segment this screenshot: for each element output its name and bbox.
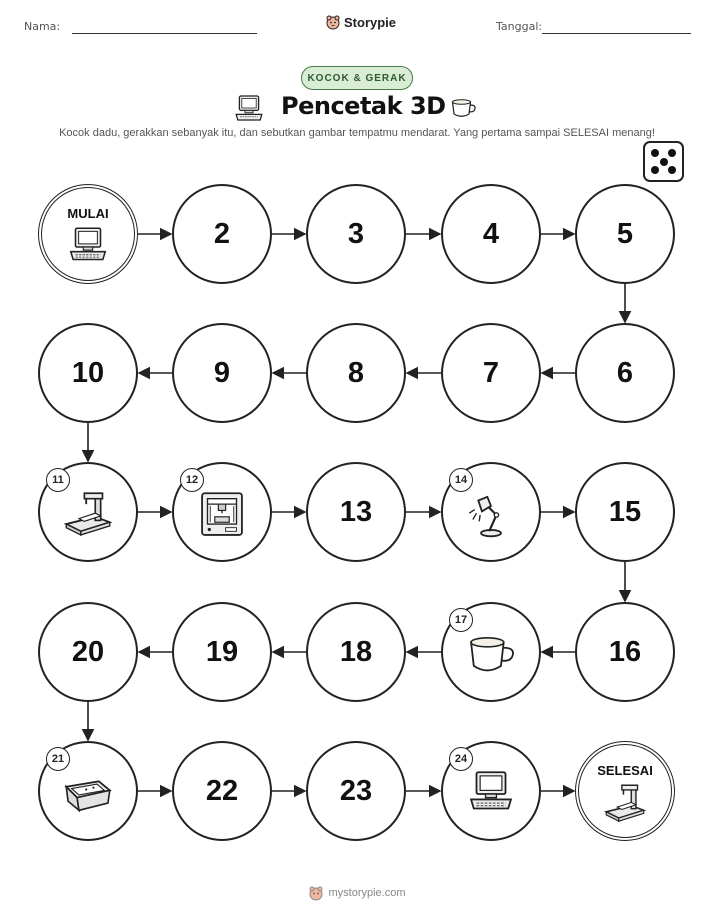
board-space	[441, 462, 541, 562]
game-type-badge: KOCOK & GERAK	[301, 66, 413, 90]
desk-lamp-icon	[462, 486, 520, 544]
board-space	[172, 323, 272, 423]
board-space	[306, 323, 406, 423]
board-space	[441, 323, 541, 423]
space-number: 21	[46, 747, 70, 771]
footer	[0, 885, 714, 901]
brand-name: Storypie	[344, 14, 397, 30]
space-number: 12	[180, 468, 204, 492]
start-space	[38, 184, 138, 284]
space-number: 17	[449, 608, 473, 632]
finish-space	[575, 741, 675, 841]
board-space	[38, 741, 138, 841]
board-space	[172, 602, 272, 702]
laser-scanner-icon	[59, 486, 117, 544]
space-label: SELESAI	[597, 763, 653, 778]
space-number: 22	[205, 774, 239, 807]
space-number: 19	[205, 635, 239, 668]
board-space	[441, 602, 541, 702]
board-space	[38, 602, 138, 702]
board-space	[172, 741, 272, 841]
space-number: 9	[213, 356, 231, 389]
space-label: MULAI	[67, 206, 109, 221]
laser-scanner-icon	[600, 779, 650, 829]
space-number: 5	[616, 217, 634, 250]
board-space	[38, 462, 138, 562]
page-title: Pencetak 3D	[281, 92, 446, 120]
space-number: 15	[608, 495, 642, 528]
board-space	[306, 184, 406, 284]
space-number: 24	[449, 747, 473, 771]
space-number: 14	[449, 468, 473, 492]
board-space	[575, 462, 675, 562]
board-space	[306, 602, 406, 702]
board-space	[306, 462, 406, 562]
board-space	[38, 323, 138, 423]
board-space	[172, 462, 272, 562]
space-number: 16	[608, 635, 642, 668]
teacup-icon	[462, 626, 520, 684]
board-space	[441, 184, 541, 284]
board-space	[441, 741, 541, 841]
storypie-mascot-icon	[308, 885, 324, 901]
space-number: 10	[71, 356, 105, 389]
space-number: 4	[482, 217, 500, 250]
board-space	[575, 323, 675, 423]
footer-url: mystorypie.com	[328, 887, 406, 899]
space-number: 13	[339, 495, 373, 528]
space-number: 2	[213, 217, 231, 250]
board-space	[172, 184, 272, 284]
3d-printer-icon	[193, 486, 251, 544]
space-number: 3	[347, 217, 365, 250]
date-label: Tanggal:	[496, 20, 543, 33]
board-space	[575, 184, 675, 284]
instructions: Kocok dadu, gerakkan sebanyak itu, dan sebutkan gambar tempatmu mendarat. Yang pertama sampai SELESAI menang!	[59, 127, 655, 139]
space-number: 7	[482, 356, 500, 389]
computer-icon	[63, 222, 113, 272]
space-number: 6	[616, 356, 634, 389]
board-space	[306, 741, 406, 841]
computer-icon	[462, 765, 520, 823]
space-number: 8	[347, 356, 365, 389]
space-number: 18	[339, 635, 373, 668]
board-space	[575, 602, 675, 702]
print-tray-icon	[59, 765, 117, 823]
name-label: Nama:	[24, 20, 61, 33]
space-number: 11	[46, 468, 70, 492]
space-number: 20	[71, 635, 105, 668]
space-number: 23	[339, 774, 373, 807]
